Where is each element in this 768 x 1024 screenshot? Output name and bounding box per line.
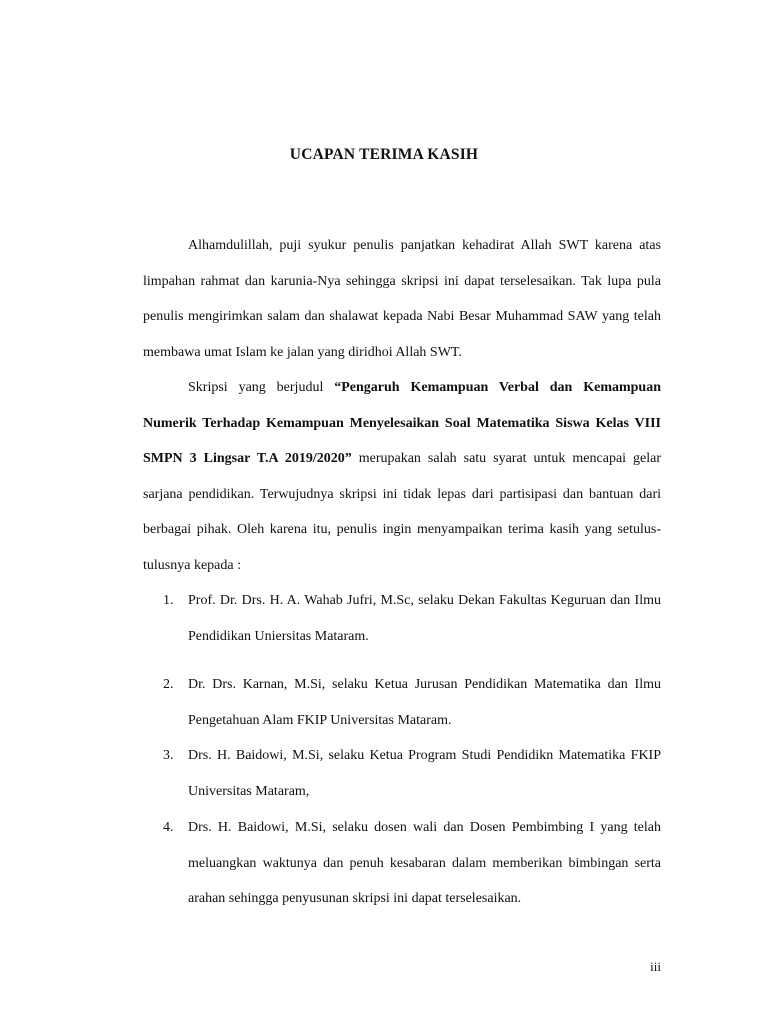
paragraph-rest: merupakan salah satu syarat untuk mencapai gelar sarjana pendidikan. Terwujudnya skripsi ini tidak lepas dari partisipasi dan bantuan dari berbagai pihak. Oleh karena itu, penulis ingin menyampaikan terima kasih yang setulus-tulusnya kepada : xyxy=(143,451,661,573)
paragraph-lead: Skripsi yang berjudul xyxy=(188,380,335,395)
acknowledgement-list xyxy=(143,583,661,917)
list-text: Drs. H. Baidowi, M.Si, selaku Ketua Program Studi Pendidikn Matematika FKIP Universitas Mataram, xyxy=(188,748,661,799)
list-text: Drs. H. Baidowi, M.Si, selaku dosen wali dan Dosen Pembimbing I yang telah meluangkan waktunya dan penuh kesabaran dalam memberikan bimbingan serta arahan sehingga penyusunan skripsi ini dapat terselesaikan. xyxy=(188,820,661,906)
list-item xyxy=(143,738,661,809)
page-number: iii xyxy=(650,959,661,974)
list-number: 3. xyxy=(163,748,174,763)
list-text: Prof. Dr. Drs. H. A. Wahab Jufri, M.Sc, selaku Dekan Fakultas Keguruan dan Ilmu Pendidikan Uniersitas Mataram. xyxy=(188,593,661,644)
list-item xyxy=(143,583,661,654)
list-text: Dr. Drs. Karnan, M.Si, selaku Ketua Jurusan Pendidikan Matematika dan Ilmu Pengetahuan Alam FKIP Universitas Mataram. xyxy=(188,677,661,728)
list-item xyxy=(143,810,661,917)
page-title: UCAPAN TERIMA KASIH xyxy=(289,146,479,163)
list-item xyxy=(143,667,661,738)
document-body xyxy=(143,228,661,917)
paragraph-opening: Alhamdulillah, puji syukur penulis panjatkan kehadirat Allah SWT karena atas limpahan rahmat dan karunia-Nya sehingga skripsi ini dapat terselesaikan. Tak lupa pula penulis mengirimkan salam dan shalawat kepada Nabi Besar Muhammad SAW yang telah membawa umat Islam ke jalan yang diridhoi Allah SWT. xyxy=(143,238,661,360)
list-number: 2. xyxy=(163,677,174,692)
list-number: 1. xyxy=(163,593,174,608)
paragraph-thesis-title xyxy=(143,370,661,583)
thesis-title-bold: “Pengaruh Kemampuan Verbal dan Kemampuan Numerik Terhadap Kemampuan Menyelesaikan Soal Matematika Siswa Kelas VIII SMPN 3 Lingsar T.A 2019/2020” xyxy=(143,380,661,466)
list-number: 4. xyxy=(163,820,174,835)
